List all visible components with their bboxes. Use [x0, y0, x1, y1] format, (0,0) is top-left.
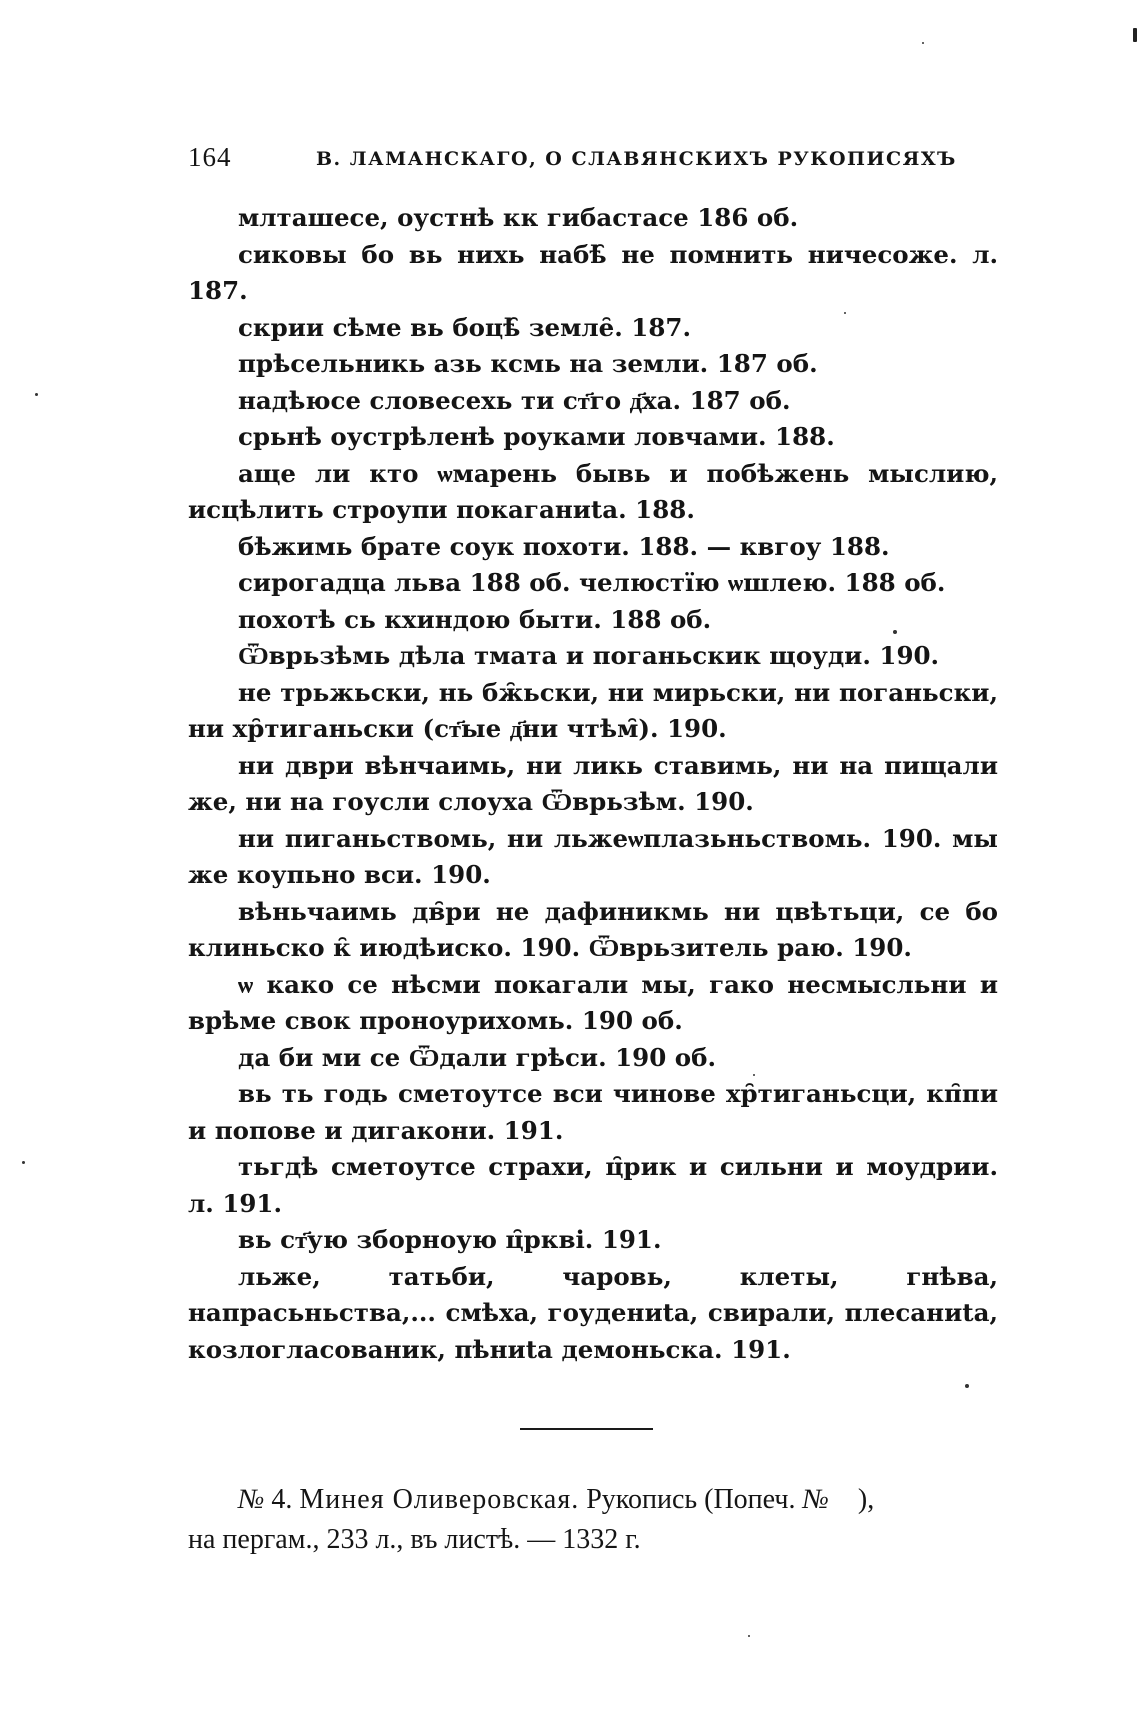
manuscript-title: Минея Оливеровская.	[299, 1484, 580, 1515]
scan-speck	[893, 630, 897, 634]
scan-speck	[748, 1635, 750, 1637]
scan-speck	[35, 393, 38, 396]
quotation-entry: похотѣ сь кхиндою быти. 188 об.	[238, 604, 712, 634]
manuscript-line-2: на пергам., 233 л., въ листѣ. — 1332 г.	[188, 1524, 641, 1555]
quotation-entry: вѣньчаимь дв̑ри не дафиникмь ни цвѣтьци, се бо клиньско к̑ июдѣиско. 190. Ѿврьзитель раю. 190.	[188, 896, 998, 962]
quotation-entry: не трьжьски, нь бж̑ьски, ни мирьски, ни поганьски, ни хр̑тиганьски (ст҃ые д҃ни чтѣм̑). 190.	[188, 677, 998, 743]
manuscript-heading	[188, 1480, 998, 1560]
quotation-entry: срьнѣ оустрѣленѣ роуками ловчами. 188.	[238, 422, 835, 451]
quotation-entry: вь ст҃ую зборноую ц̑ркві. 191.	[238, 1225, 662, 1254]
scan-speck	[22, 1161, 25, 1164]
quotation-entry: да би ми се Ѿдали грѣси. 190 об.	[238, 1042, 717, 1072]
number-sign: №	[238, 1484, 265, 1515]
manuscript-line-1	[188, 1480, 998, 1520]
running-title: В. ЛАМАНСКАГО, О СЛАВЯНСКИХЪ РУКОПИСЯХЪ	[316, 148, 957, 170]
quotation-entry: Ѿврьзѣмь дѣла тмата и поганьскик щоуди. 190.	[238, 641, 940, 670]
quotation-entry: аще ли кто ѡмарень бывь и побѣжень мыслию, исцѣлить строупи покаганиta. 188.	[188, 458, 998, 524]
running-header	[188, 142, 1008, 182]
quotation-entry: льже, татьби, чаровь, клеты, гнѣва, напрасьньства,... смѣха, гоудениta, свирали, плесаниta, козлогласованик, пѣниta демоньска. 191.	[188, 1261, 998, 1364]
page-number: 164	[188, 142, 232, 172]
quotation-entry: млташесе, оустнѣ кк гибастасе 186 об.	[238, 203, 799, 232]
quotation-entry: прѣсельникь азь ксмь на земли. 187 об.	[238, 349, 818, 378]
scan-speck	[844, 312, 846, 314]
scan-speck	[1133, 28, 1137, 42]
scan-speck	[922, 42, 924, 44]
quotation-entry: надѣюсе словесехь ти ст҃го д҃ха. 187 об.	[238, 385, 791, 415]
quotation-entry: ни дври вѣнчаимь, ни ликь ставимь, ни на пищали же, ни на гоусли слоуха Ѿврьзѣм. 190.	[188, 750, 998, 816]
quotation-entry: вь ть годь сметоутсе вси чинове хр̑тиганьсци, кп̑пи и попове и дигакони. 191.	[188, 1079, 998, 1145]
quotation-entry: тьгдѣ сметоутсе страхи, ц̑рик и сильни и моудрии. л. 191.	[188, 1152, 998, 1218]
quotation-entry: бѣжимь брате соук похоти. 188. — квгоу 188.	[238, 531, 890, 561]
number-sign-2: №	[802, 1484, 829, 1515]
manuscript-description-b: ),	[857, 1484, 875, 1515]
manuscript-number: 4.	[271, 1484, 293, 1515]
quotation-entry: скрии сѣме вь боцѣ̑ земле̑. 187.	[238, 312, 691, 342]
quotation-entry: сирогадца льва 188 об. челюстїю ѡшлею. 188 об.	[238, 568, 946, 597]
quotation-list	[188, 200, 998, 1368]
section-divider	[520, 1428, 653, 1430]
scan-speck	[753, 1074, 755, 1076]
manuscript-description-a: Рукопись (Попеч.	[586, 1484, 796, 1515]
quotation-entry: ѡ како се нѣсми покагали мы, гако несмысльни и врѣме свок проноурихомь. 190 об.	[188, 969, 998, 1035]
quotation-entry: ни пиганьствомь, ни льжеѡплазьньствомь. 190. мы же коупьно вси. 190.	[188, 823, 998, 889]
quotation-entry: сиковы бо вь нихь набѣ̑ не помнить ничесоже. л. 187.	[188, 239, 998, 305]
scan-speck	[965, 1384, 969, 1388]
